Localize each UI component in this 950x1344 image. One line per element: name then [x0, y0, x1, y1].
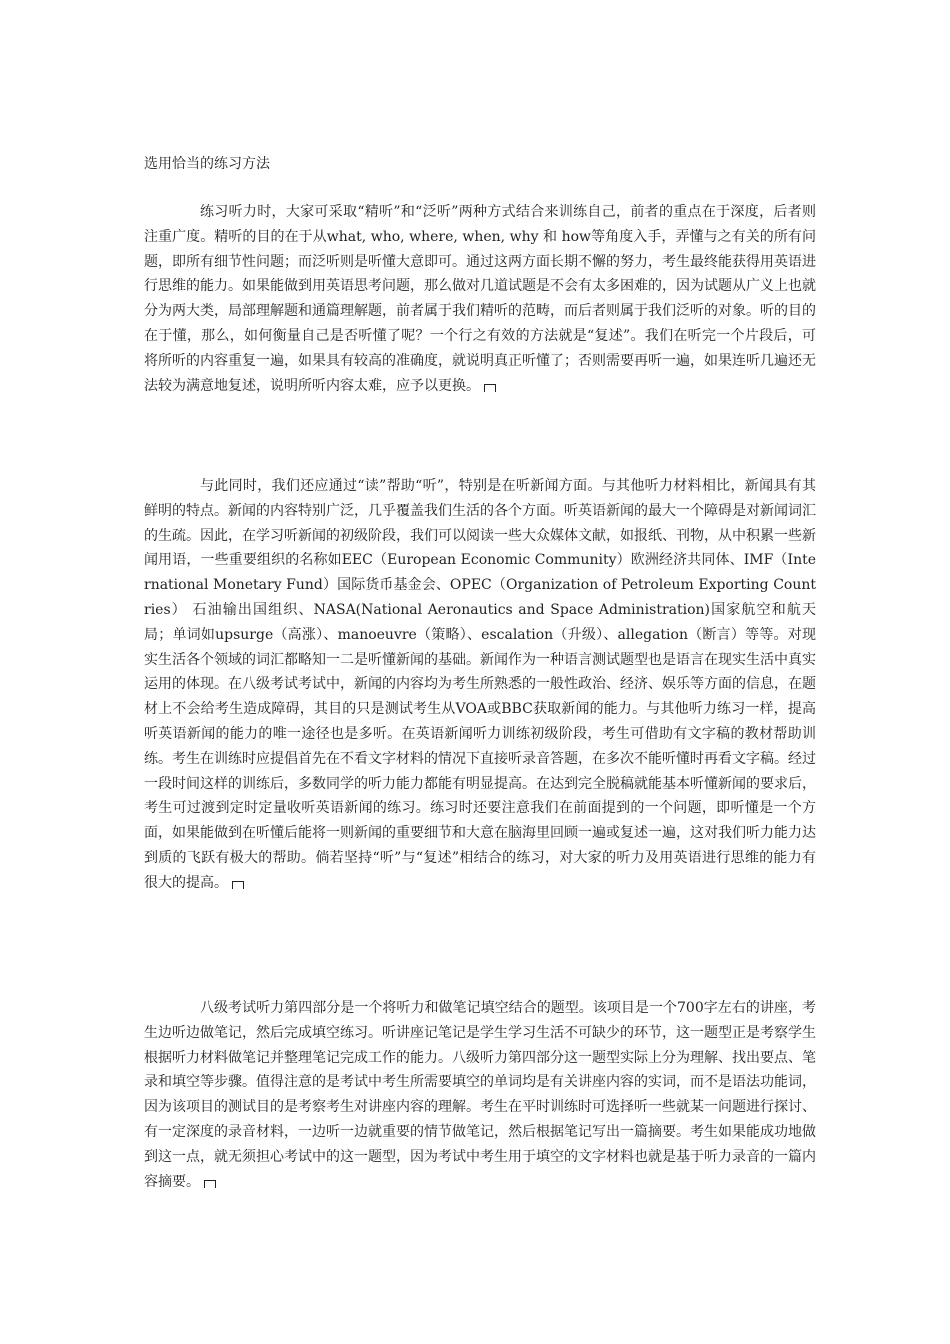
paragraph-text: 八级考试听力第四部分是一个将听力和做笔记填空结合的题型。该项目是一个700字左右的讲座，考生边听边做笔记，然后完成填空练习。听讲座记笔记是学生学习生活不可缺少的环节，这一题型正是考察学生根据听力材料做笔记并整理笔记完成工作的能力。八级听力第四部分这一题型实际上分为理解、找出要点、笔录和填空等步骤。值得注意的是考试中考生所需要填空的单词均是有关讲座内容的实词，而不是语法功能词，因为该项目的测试目的是考察考生对讲座内容的理解。考生在平时训练时可选择听一些就某一问题进行探讨、有一定深度的录音材料，一边听一边就重要的情节做笔记，然后根据笔记写出一篇摘要。考生如果能成功地做到这一点，就无须担心考试中的这一题型，因为考试中考生用于填空的文字材料也就是基于听力录音的一篇内容摘要。	[144, 1000, 816, 1190]
paragraph-intensive-extensive-listening	[144, 200, 816, 398]
paragraph-end-mark	[232, 881, 244, 889]
paragraph-news-listening	[144, 474, 816, 896]
paragraph-note-taking	[144, 996, 816, 1194]
paragraph-end-mark	[484, 384, 496, 392]
section-title: 选用恰当的练习方法	[144, 156, 270, 172]
paragraph-text: 练习听力时，大家可采取“精听”和“泛听”两种方式结合来训练自己，前者的重点在于深度，后者则注重广度。精听的目的在于从what, who, where, when, why 和 how等角度入手，弄懂与之有关的所有问题，即所有细节性问题；而泛听则是听懂大意即可。通过这两方面长期不懈的努力，考生最终能获得用英语进行思维的能力。如果能做到用英语思考问题，那么做对几道试题是不会有太多困难的，因为试题从广义上也就分为两大类，局部理解题和通篇理解题，前者属于我们精听的范畴，而后者则属于我们泛听的对象。听的目的在于懂，那么，如何衡量自己是否听懂了呢？一个行之有效的方法就是“复述”。我们在听完一个片段后，可将所听的内容重复一遍，如果具有较高的准确度，就说明真正听懂了；否则需要再听一遍，如果连听几遍还无法较为满意地复述，说明所听内容太难，应予以更换。	[144, 204, 816, 394]
paragraph-text: 与此同时，我们还应通过“读”帮助“听”，特别是在听新闻方面。与其他听力材料相比，新闻具有其鲜明的特点。新闻的内容特别广泛，几乎覆盖我们生活的各个方面。听英语新闻的最大一个障碍是对新闻词汇的生疏。因此，在学习听新闻的初级阶段，我们可以阅读一些大众媒体文献，如报纸、刊物，从中积累一些新闻用语，一些重要组织的名称如EEC（European Economic Community）欧洲经济共同体、IMF（International Monetary Fund）国际货币基金会、OPEC（Organization of Petroleum Exporting Countries） 石油输出国组织、NASA(National Aeronautics and Space Administration)国家航空和航天局；单词如upsurge（高涨）、manoeuvre（策略）、escalation（升级）、allegation（断言）等等。对现实生活各个领域的词汇都略知一二是听懂新闻的基础。新闻作为一种语言测试题型也是语言在现实生活中真实运用的体现。在八级考试考试中，新闻的内容均为考生所熟悉的一般性政治、经济、娱乐等方面的信息，在题材上不会给考生造成障碍，其目的只是测试考生从VOA或BBC获取新闻的能力。与其他听力练习一样，提高听英语新闻的能力的唯一途径也是多听。在英语新闻听力训练初级阶段，考生可借助有文字稿的教材帮助训练。考生在训练时应提倡首先在不看文字材料的情况下直接听录音答题，在多次不能听懂时再看文字稿。经过一段时间这样的训练后，多数同学的听力能力都能有明显提高。在达到完全脱稿就能基本听懂新闻的要求后，考生可过渡到定时定量收听英语新闻的练习。练习时还要注意我们在前面提到的一个问题，即听懂是一个方面，如果能做到在听懂后能将一则新闻的重要细节和大意在脑海里回顾一遍或复述一遍，这对我们听力能力达到质的飞跃有极大的帮助。倘若坚持“听”与“复述”相结合的练习，对大家的听力及用英语进行思维的能力有很大的提高。	[144, 478, 816, 891]
paragraph-end-mark	[204, 1180, 216, 1188]
